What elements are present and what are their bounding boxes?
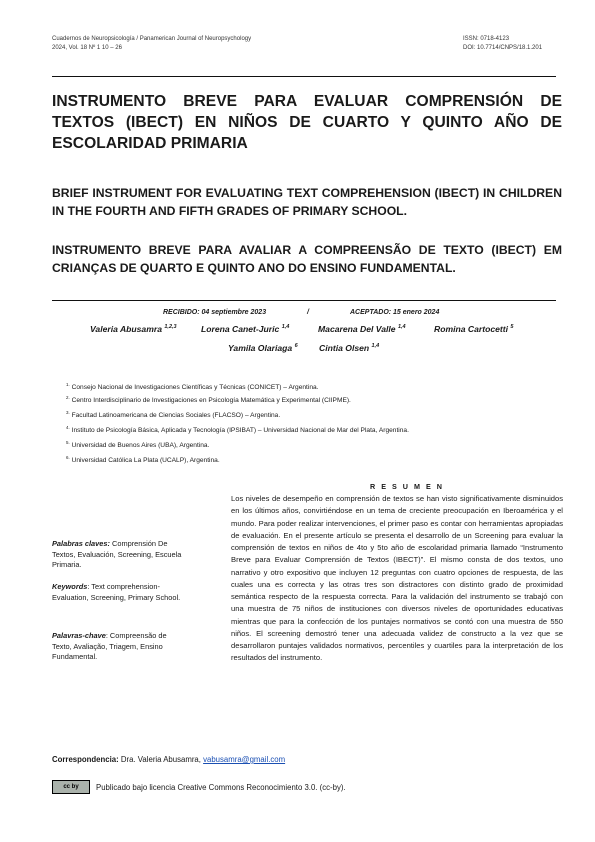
abstract-body: Los niveles de desempeño en comprensión de textos se han visto significativamente disminuidos en los últimos años, convirtiéndose en un tema de creciente preocupación en Iberoamérica y el mundo. Para poder realizar intervenciones, el primer paso es contar con herramientas apropiadas de evaluación. En el presente artículo se presenta el desarrollo de un Screening para evaluar la comprensión de textos en niños de 4to y 5to año de escolaridad primaria llamado “Instrumento Breve para Evaluar Comprensión de Textos (IBECT)”. El mismo consta de dos textos, uno narrativo y otro expositivo que incluyen 12 preguntas con cuatro opciones de respuesta, de las cuales una es correcta y las otras tres son distractores con distinto grado de proximidad semántica respecto de la respuesta correcta. Para la validación del instrumento se trabajó con una muestra de 75 niños de instituciones con diversos niveles de oportunidades educativas mientras que para la confección de los puntajes normativos se contó con una muestra de 550 niños. El screening demostró tener una adecuada validez de constructo a la vez que se desarrollaron puntajes validados normativos, percentiles y cuartiles para la interpretación de los resultados del instrumento. (231, 494, 563, 663)
keywords-spanish: Palabras claves: Comprensión De Textos, Evaluación, Screening, Escuela Primaria. (52, 539, 182, 569)
affiliation: $^{4.}$ Instituto de Psicología Básica, Aplicada y Tecnología (IPSIBAT) – Universidad Nacional de Mar del Plata, Argentina. (66, 425, 409, 434)
doi: DOI: 10.7714/CNPS/18.1.201 (463, 44, 543, 51)
journal-name: Cuadernos de Neuropsicología / Panamerican Journal of Neuropsychology (52, 36, 252, 42)
license (52, 780, 346, 794)
correspondence-label: Correspondencia: (52, 755, 119, 764)
author: Romina Cartocetti $^5$ (434, 324, 514, 334)
email-link[interactable]: vabusamra@gmail.com (203, 755, 286, 764)
author: Macarena Del Valle $^{1,4}$ (318, 324, 406, 334)
affiliation: $^{2.}$ Centro Interdisciplinario de Investigaciones en Psicología Matemática y Experimental (CIIPME). (66, 395, 351, 404)
author: Lorena Canet-Juric $^{1,4}$ (201, 324, 290, 334)
keywords-english: Keywords: Text comprehension- Evaluation, Screening, Primary School. (52, 582, 181, 602)
correspondence (52, 755, 285, 764)
keywords-portuguese: Palavras-chave: Compreensão de Texto, Avaliação, Triagem, Ensino Fundamental. (52, 631, 167, 661)
affiliation: $^{3.}$ Facultad Latinoamericana de Ciencias Sociales (FLACSO) – Argentina. (66, 410, 281, 419)
journal-volume: 2024, Vol. 18 Nº 1 10 – 26 (52, 44, 122, 51)
author: Cintia Olsen $^{1,4}$ (319, 343, 380, 353)
title-divider (52, 300, 556, 301)
title-spanish: INSTRUMENTO BREVE PARA EVALUAR COMPRENSIÓN DE TEXTOS (IBECT) EN NIÑOS DE CUARTO Y QUINTO AÑO DE ESCOLARIDAD PRIMARIA (52, 93, 562, 152)
author: Valeria Abusamra $^{1,2,3}$ (90, 324, 177, 334)
creative-commons-icon[interactable]: cc by (52, 780, 90, 794)
accepted-date: ACEPTADO: 15 enero 2024 (350, 309, 440, 316)
affiliation: $^{6.}$ Universidad Católica La Plata (UCALP), Argentina. (66, 455, 220, 464)
correspondence-name: Dra. Valeria Abusamra, (118, 755, 204, 764)
title-english: BRIEF INSTRUMENT FOR EVALUATING TEXT COMPREHENSION (IBECT) IN CHILDREN IN THE FOURTH AND FIFTH GRADES OF PRIMARY SCHOOL. (52, 186, 562, 218)
issn-header (463, 35, 542, 52)
date-separator: / (307, 309, 309, 316)
top-divider (52, 76, 556, 77)
affiliation: $^{5.}$ Universidad de Buenos Aires (UBA), Argentina. (66, 440, 210, 449)
received-date: RECIBIDO: 04 septiembre 2023 (163, 309, 267, 316)
title-portuguese: INSTRUMENTO BREVE PARA AVALIAR A COMPREENSÃO DE TEXTO (IBECT) EM CRIANÇAS DE QUARTO E QUINTO ANO DO ENSINO FUNDAMENTAL. (52, 243, 562, 275)
author: Yamila Olariaga $^6$ (228, 343, 298, 353)
license-text: Publicado bajo licencia Creative Commons Reconocimiento 3.0. (cc-by). (96, 782, 346, 792)
abstract-heading: R E S U M E N (370, 482, 444, 491)
issn: ISSN: 0718-4123 (463, 36, 510, 42)
journal-header (52, 35, 251, 52)
affiliation: $^{1.}$ Consejo Nacional de Investigaciones Científicas y Técnicas (CONICET) – Argentina. (66, 382, 319, 391)
